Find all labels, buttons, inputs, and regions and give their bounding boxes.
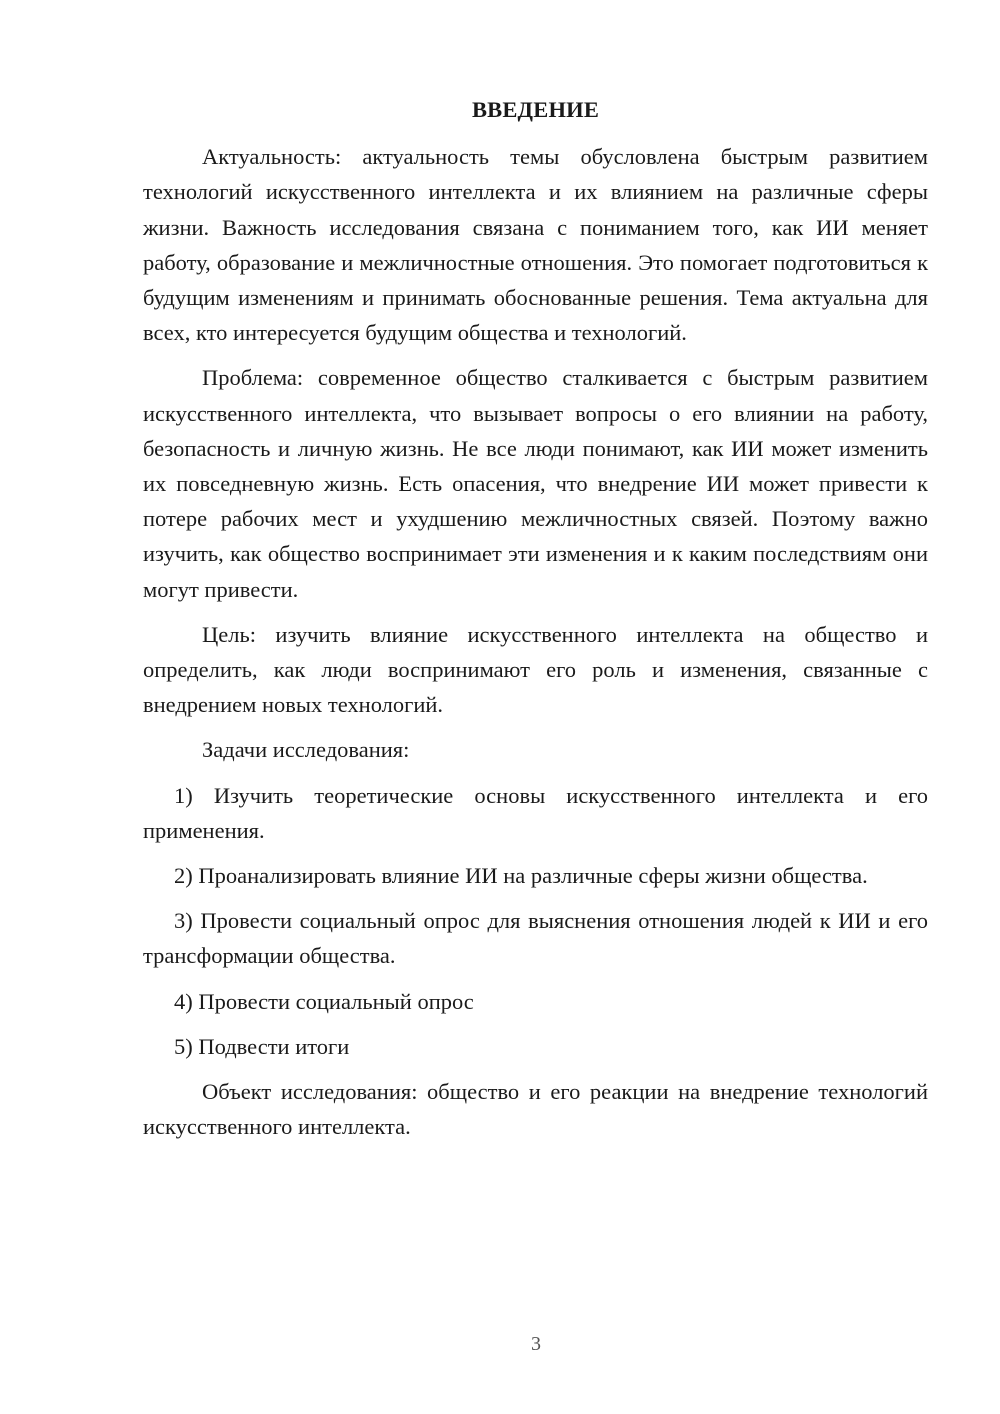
task-item-4: 4) Провести социальный опрос bbox=[174, 988, 474, 1014]
page-number: 3 bbox=[531, 1333, 541, 1355]
task-item-5: 5) Подвести итоги bbox=[174, 1033, 350, 1059]
task-item-3: 3) Провести социальный опрос для выяснения отношения людей к ИИ и его трансформации общества. bbox=[143, 908, 928, 969]
document-page bbox=[143, 92, 928, 1154]
section-title: ВВЕДЕНИЕ bbox=[471, 97, 600, 122]
goal-paragraph: Цель: изучить влияние искусственного интеллекта на общество и определить, как люди воспринимают его роль и изменения, связанные с внедрением новых технологий. bbox=[143, 621, 928, 718]
object-paragraph: Объект исследования: общество и его реакции на внедрение технологий искусственного интеллекта. bbox=[143, 1079, 928, 1140]
task-item-1: 1) Изучить теоретические основы искусственного интеллекта и его применения. bbox=[143, 782, 928, 843]
tasks-heading: Задачи исследования: bbox=[202, 737, 410, 763]
relevance-paragraph: Актуальность: актуальность темы обусловлена быстрым развитием технологий искусственного интеллекта и их влиянием на различные сферы жизни. Важность исследования связана с пониманием того, как ИИ меняет работу, образование и межличностные отношения. Это помогает подготовиться к будущим изменениям и принимать обоснованные решения. Тема актуальна для всех, кто интересуется будущим общества и технологий. bbox=[143, 144, 928, 346]
task-item-2: 2) Проанализировать влияние ИИ на различные сферы жизни общества. bbox=[174, 863, 868, 889]
problem-paragraph: Проблема: современное общество сталкивается с быстрым развитием искусственного интеллекта, что вызывает вопросы о его влиянии на работу, безопасность и личную жизнь. Не все люди понимают, как ИИ может изменить их повседневную жизнь. Есть опасения, что внедрение ИИ может привести к потере рабочих мест и ухудшению межличностных связей. Поэтому важно изучить, как общество воспринимает эти изменения и к каким последствиям они могут привести. bbox=[143, 365, 928, 602]
